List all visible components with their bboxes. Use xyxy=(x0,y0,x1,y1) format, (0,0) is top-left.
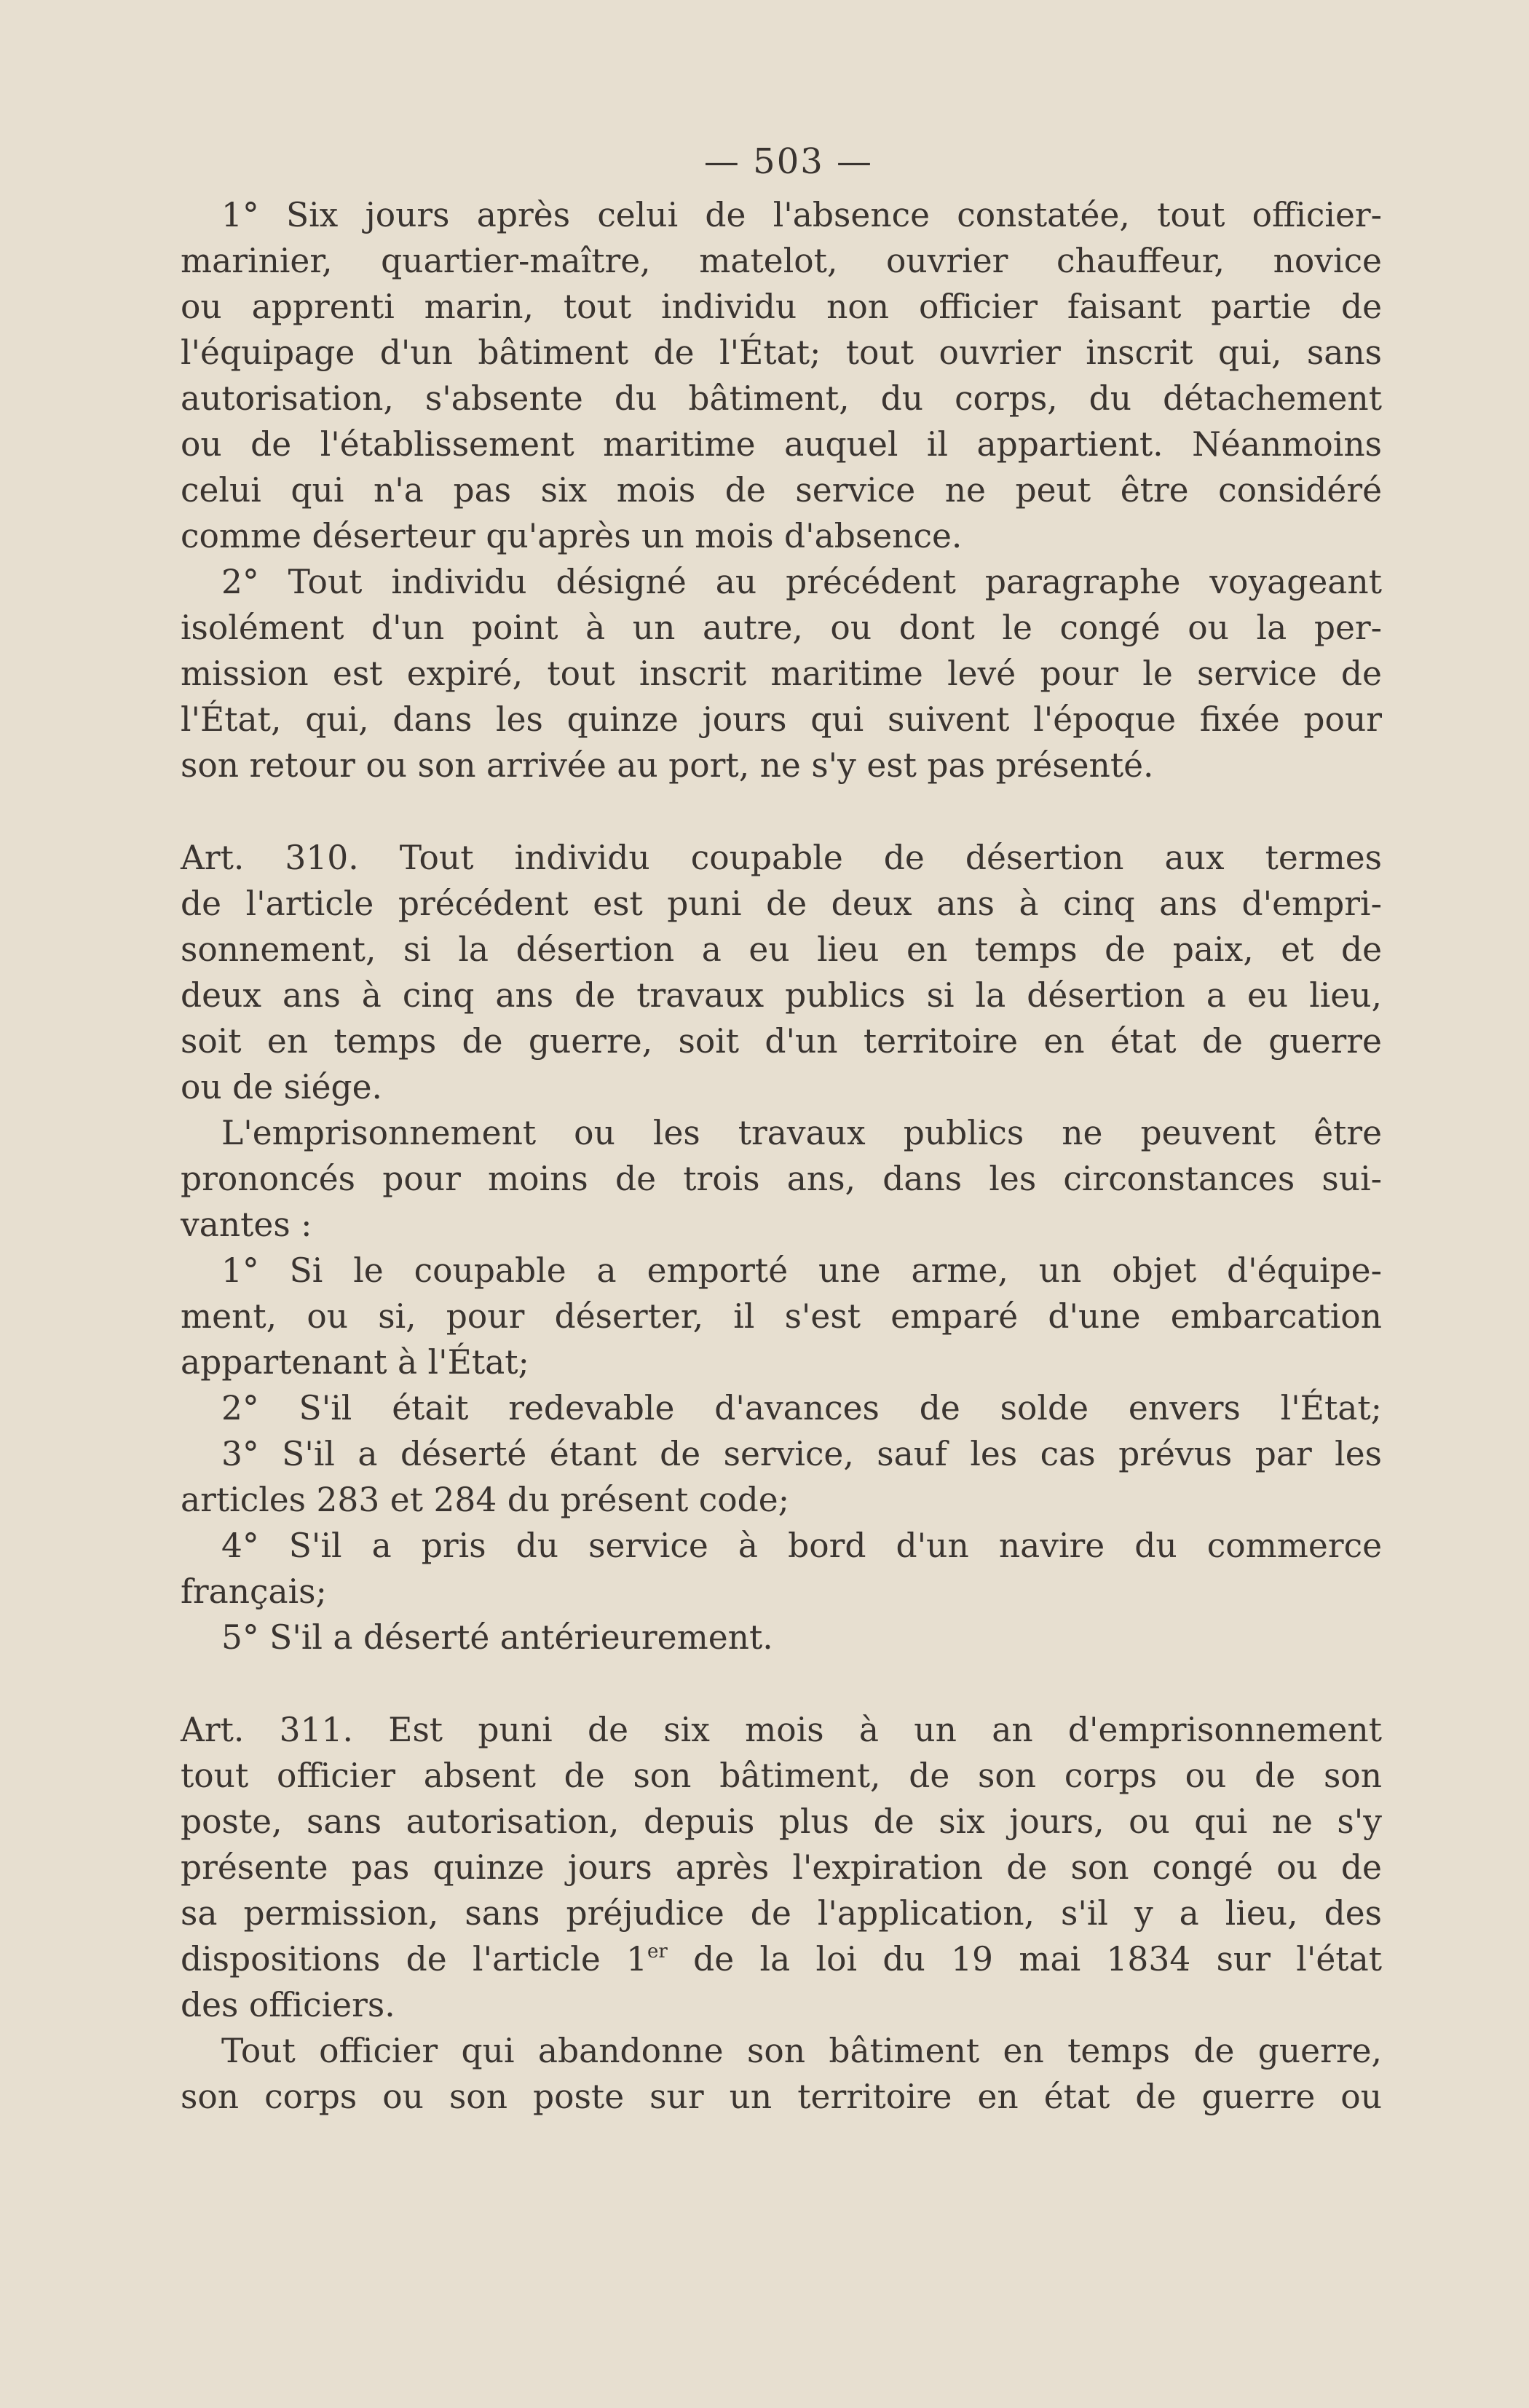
text-line: comme déserteur qu'après un mois d'absence. xyxy=(181,517,963,555)
text-line: prononcés pour moins de trois ans, dans les circonstances sui- xyxy=(181,1160,1382,1198)
text-line: 1° Si le coupable a emporté une arme, un objet d'équipe- xyxy=(221,1251,1382,1290)
text-line: Tout officier qui abandonne son bâtiment en temps de guerre, xyxy=(221,2032,1382,2070)
text-line: 2° S'il était redevable d'avances de solde envers l'État; xyxy=(221,1389,1382,1427)
paragraph xyxy=(181,835,1382,1110)
text-line: appartenant à l'État; xyxy=(181,1343,529,1382)
paragraph xyxy=(181,1523,1382,1615)
text-line: ou de siége. xyxy=(181,1068,383,1106)
text-line: deux ans à cinq ans de travaux publics si la désertion a eu lieu, xyxy=(181,976,1382,1015)
text-line: présente pas quinze jours après l'expiration de son congé ou de xyxy=(181,1848,1382,1887)
text-line xyxy=(181,1936,1382,1982)
paragraph xyxy=(181,1110,1382,1248)
text-line: 1° Six jours après celui de l'absence constatée, tout officier- xyxy=(221,196,1382,234)
text-line: 3° S'il a déserté étant de service, sauf les cas prévus par les xyxy=(221,1435,1382,1473)
section-gap xyxy=(181,1660,1382,1707)
text-line: ou apprenti marin, tout individu non officier faisant partie de xyxy=(181,288,1382,326)
page-number: — 503 — xyxy=(703,141,874,182)
text-line: sa permission, sans préjudice de l'application, s'il y a lieu, des xyxy=(181,1894,1382,1933)
text-line: L'emprisonnement ou les travaux publics ne peuvent être xyxy=(221,1114,1382,1152)
superscript: er xyxy=(647,1941,668,1963)
text-line: des officiers. xyxy=(181,1986,395,2024)
text-line: autorisation, s'absente du bâtiment, du corps, du détachement xyxy=(181,379,1382,418)
text-line: celui qui n'a pas six mois de service ne peut être considéré xyxy=(181,471,1382,510)
paragraph xyxy=(181,2028,1382,2120)
text-line: Art. 311. Est puni de six mois à un an d'emprisonnement xyxy=(181,1711,1382,1749)
text-line: l'équipage d'un bâtiment de l'État; tout ouvrier inscrit qui, sans xyxy=(181,333,1382,372)
text-segment: de la loi du 19 mai 1834 sur l'état xyxy=(667,1940,1382,1979)
text-segment: dispositions de l'article 1 xyxy=(181,1940,648,1979)
text-line: ment, ou si, pour déserter, il s'est emparé d'une embarcation xyxy=(181,1297,1382,1336)
text-line: tout officier absent de son bâtiment, de son corps ou de son xyxy=(181,1757,1382,1795)
text-line: de l'article précédent est puni de deux ans à cinq ans d'empri- xyxy=(181,884,1382,923)
paragraph xyxy=(181,1615,1382,1660)
paragraph xyxy=(181,1431,1382,1523)
body-text xyxy=(181,192,1382,2120)
paragraph xyxy=(181,192,1382,559)
text-line: l'État, qui, dans les quinze jours qui suivent l'époque fixée pour xyxy=(181,700,1382,739)
text-line: 5° S'il a déserté antérieurement. xyxy=(221,1618,773,1657)
paragraph xyxy=(181,1707,1382,2028)
text-line: son retour ou son arrivée au port, ne s'y est pas présenté. xyxy=(181,746,1154,785)
text-line: vantes : xyxy=(181,1205,312,1244)
text-line: isolément d'un point à un autre, ou dont le congé ou la per- xyxy=(181,609,1382,647)
text-line: ou de l'établissement maritime auquel il appartient. Néanmoins xyxy=(181,425,1382,464)
text-line: poste, sans autorisation, depuis plus de six jours, ou qui ne s'y xyxy=(181,1802,1382,1841)
text-line: mission est expiré, tout inscrit maritime levé pour le service de xyxy=(181,654,1382,693)
text-line: 4° S'il a pris du service à bord d'un navire du commerce xyxy=(221,1526,1382,1565)
text-line: Art. 310. Tout individu coupable de désertion aux termes xyxy=(181,839,1382,877)
text-line: 2° Tout individu désigné au précédent paragraphe voyageant xyxy=(221,563,1382,601)
paragraph xyxy=(181,1248,1382,1385)
text-line: sonnement, si la désertion a eu lieu en temps de paix, et de xyxy=(181,930,1382,969)
text-line: marinier, quartier-maître, matelot, ouvrier chauffeur, novice xyxy=(181,242,1382,280)
text-line: soit en temps de guerre, soit d'un territoire en état de guerre xyxy=(181,1022,1382,1061)
text-line: articles 283 et 284 du présent code; xyxy=(181,1481,790,1519)
document-page xyxy=(181,131,1382,2120)
paragraph xyxy=(181,559,1382,788)
paragraph xyxy=(181,1385,1382,1431)
section-gap xyxy=(181,788,1382,835)
text-line: son corps ou son poste sur un territoire en état de guerre ou xyxy=(181,2078,1382,2116)
text-line: français; xyxy=(181,1572,327,1611)
